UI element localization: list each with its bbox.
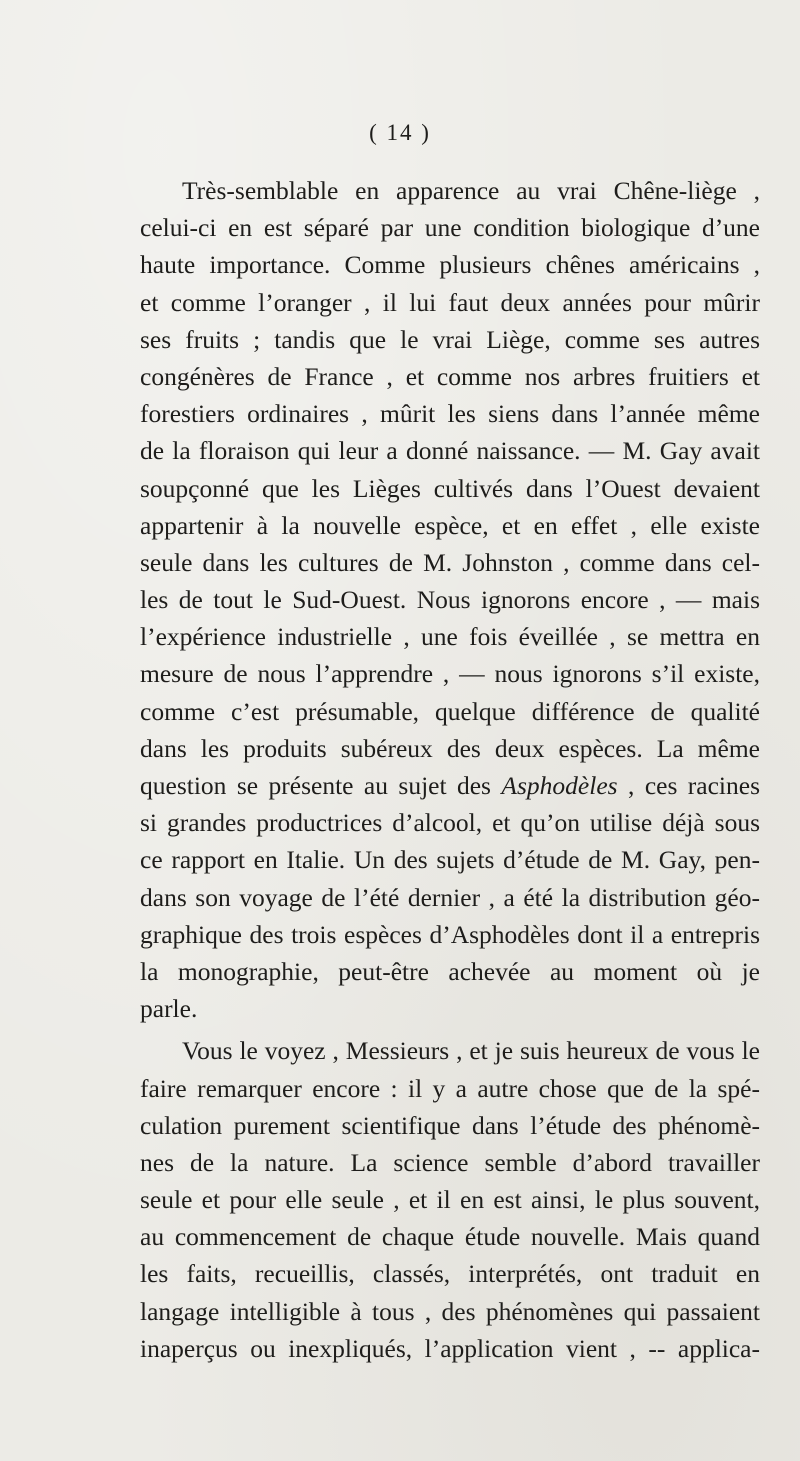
text-line: mesure de nous l’apprendre , — nous ignorons s’il existe, — [140, 659, 760, 689]
text-line: graphique des trois espèces d’Asphodèles dont il a entrepris — [140, 919, 760, 949]
text-line: si grandes productrices d’alcool, et qu’on utilise déjà sous — [140, 808, 760, 838]
text-line: nes de la nature. La science semble d’abord travailler — [140, 1147, 760, 1177]
text-line: au commencement de chaque étude nouvelle. Mais quand — [140, 1222, 760, 1252]
text-line: seule et pour elle seule , et il en est ainsi, le plus souvent, — [140, 1185, 760, 1215]
text-line: parle. — [140, 994, 198, 1024]
text-line: haute importance. Comme plusieurs chênes américains , — [140, 250, 760, 280]
text-line: culation purement scientifique dans l’étude des phénomè- — [140, 1110, 760, 1140]
italic-term: Asphodèles — [501, 771, 618, 800]
text-line: les de tout le Sud-Ouest. Nous ignorons encore , — mais — [140, 585, 760, 615]
text-line: faire remarquer encore : il y a autre chose que de la spé- — [140, 1073, 760, 1103]
text-line: l’expérience industrielle , une fois éveillée , se mettra en — [140, 622, 760, 652]
text-line: de la floraison qui leur a donné naissance. — M. Gay avait — [140, 436, 760, 466]
text-line: inaperçus ou inexpliqués, l’application vient , -- applica- — [140, 1333, 760, 1363]
text-segment: question se présente au sujet des — [140, 771, 502, 800]
text-line: soupçonné que les Lièges cultivés dans l’Ouest devaient — [140, 473, 760, 503]
text-line: seule dans les cultures de M. Johnston , comme dans cel- — [140, 547, 760, 577]
text-line: Très-semblable en apparence au vrai Chêne-liège , — [182, 176, 760, 205]
text-line: ce rapport en Italie. Un des sujets d’étude de M. Gay, pen- — [140, 845, 760, 875]
body-text — [140, 172, 760, 1367]
text-line: et comme l’oranger , il lui faut deux années pour mûrir — [140, 287, 760, 317]
text-line-with-italic — [140, 767, 760, 804]
text-line: celui-ci en est séparé par une condition biologique d’une — [140, 213, 760, 243]
text-line: comme c’est présumable, quelque différence de qualité — [140, 696, 760, 726]
text-line: les faits, recueillis, classés, interprétés, ont traduit en — [140, 1259, 760, 1289]
text-line: appartenir à la nouvelle espèce, et en effet , elle existe — [140, 510, 760, 540]
text-line: Vous le voyez , Messieurs , et je suis heureux de vous le — [182, 1036, 760, 1066]
text-line: langage intelligible à tous , des phénomènes qui passaient — [140, 1296, 760, 1326]
text-line: forestiers ordinaires , mûrit les siens dans l’année même — [140, 399, 760, 429]
text-line: ses fruits ; tandis que le vrai Liège, comme ses autres — [140, 324, 760, 354]
text-line: congénères de France , et comme nos arbres fruitiers et — [140, 361, 760, 391]
text-line: dans son voyage de l’été dernier , a été la distribution géo- — [140, 882, 760, 912]
page-number: ( 14 ) — [369, 120, 431, 145]
text-line: dans les produits subéreux des deux espèces. La même — [140, 733, 760, 763]
text-segment: , ces racines — [617, 771, 761, 800]
text-line: la monographie, peut-être achevée au moment où je — [140, 956, 760, 986]
